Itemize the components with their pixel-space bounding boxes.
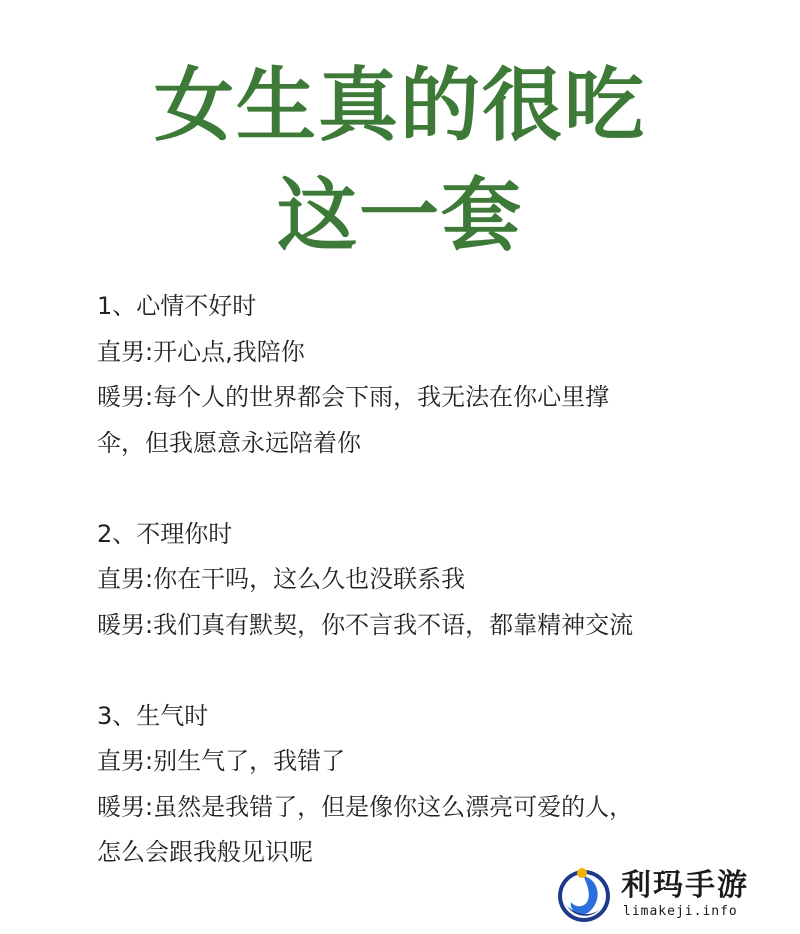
section-line: 直男:别生气了，我错了 [97,747,346,775]
section-heading: 3、生气时 [97,701,209,730]
section-2 [97,512,737,649]
article-body [97,284,737,876]
section-line: 怎么会跟我般见识呢 [97,838,313,866]
watermark [555,866,787,928]
section-line: 暖男:每个人的世界都会下雨，我无法在你心里撑 [97,383,610,411]
section-line: 直男:开心点,我陪你 [97,337,305,366]
section-spacer [97,466,737,512]
section-line: 直男:你在干吗，这么久也没联系我 [97,565,466,593]
section-line: 伞，但我愿意永远陪着你 [97,428,361,457]
section-line: 暖男:我们真有默契，你不言我不语，都靠精神交流 [97,610,634,639]
section-heading: 1、心情不好时 [97,292,257,320]
section-1 [97,284,737,466]
section-3 [97,694,737,876]
watermark-url: limakeji.info [623,904,738,919]
section-spacer [97,648,737,694]
page-title-line-2: 这一套 [277,169,523,262]
section-line: 暖男:虽然是我错了，但是像你这么漂亮可爱的人， [97,792,634,821]
watermark-name: 利玛手游 [621,868,749,903]
swirl-logo-icon [555,866,613,924]
page-title-line-1: 女生真的很吃 [154,59,646,152]
section-heading: 2、不理你时 [97,519,233,548]
